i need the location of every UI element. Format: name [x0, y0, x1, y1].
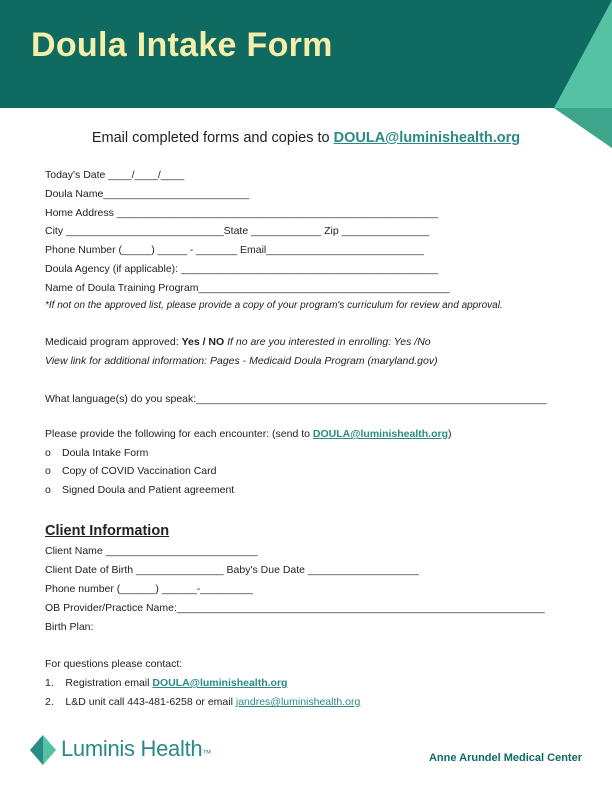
medicaid-label: Medicaid program approved:: [45, 336, 182, 348]
language-field[interactable]: What language(s) do you speak:____________________________________________________________: [45, 393, 547, 405]
phone-email-field[interactable]: Phone Number (_____) _____ - _______ Email___________________________: [45, 244, 424, 256]
list-item-label: Copy of COVID Vaccination Card: [62, 465, 217, 477]
medicaid-question: [45, 336, 431, 348]
medicaid-yes-no[interactable]: Yes / NO: [181, 336, 225, 348]
trademark-symbol: ™: [202, 748, 212, 758]
decorative-triangle: [542, 0, 612, 150]
client-name-field[interactable]: Client Name __________________________: [45, 545, 258, 557]
list-item: [45, 484, 234, 496]
training-program-field[interactable]: Name of Doula Training Program___________________________________________: [45, 282, 450, 294]
client-phone-field[interactable]: Phone number (______) ______-_________: [45, 583, 253, 595]
ob-provider-field[interactable]: OB Provider/Practice Name:_______________________________________________________________: [45, 602, 545, 614]
contact-item-label: 1. Registration email: [45, 677, 153, 689]
email-instructions-text: Email completed forms and copies to: [91, 130, 334, 146]
luminis-leaf-icon: [30, 735, 56, 765]
birth-plan-field[interactable]: Birth Plan:: [45, 621, 94, 633]
bullet-circle-icon: o: [45, 465, 51, 477]
contact-item-1: [45, 677, 287, 689]
list-item: [45, 465, 216, 477]
doula-agency-field[interactable]: Doula Agency (if applicable): ____________________________________________: [45, 263, 438, 275]
brand-name-text: Luminis Health: [61, 736, 203, 761]
doula-email-link[interactable]: DOULA@luminishealth.org: [333, 130, 521, 146]
medicaid-info-link[interactable]: View link for additional information: Pages - Medicaid Doula Program (maryland.gov): [45, 355, 438, 367]
page-title: Doula Intake Form: [31, 26, 333, 64]
training-note: *If not on the approved list, please provide a copy of your program's curriculum for review and approval.: [45, 300, 503, 311]
list-item-label: Signed Doula and Patient agreement: [62, 484, 235, 496]
encounter-instructions: [45, 428, 452, 440]
encounter-text: Please provide the following for each encounter: (send to: [45, 428, 313, 440]
medicaid-enroll-question: If no are you interested in enrolling: Yes /No: [227, 336, 431, 348]
client-dob-due-field[interactable]: Client Date of Birth _______________ Baby's Due Date ___________________: [45, 564, 419, 576]
email-instructions: [0, 130, 612, 146]
list-item-label: Doula Intake Form: [62, 447, 149, 459]
encounter-email-link[interactable]: DOULA@luminishealth.org: [312, 428, 448, 440]
brand-name: [61, 736, 211, 762]
todays-date-field[interactable]: Today's Date ____/____/____: [45, 169, 185, 181]
bullet-circle-icon: o: [45, 447, 51, 459]
medical-center-name: Anne Arundel Medical Center: [428, 752, 582, 764]
city-state-zip-field[interactable]: City ___________________________State ____________ Zip _______________: [45, 225, 430, 237]
home-address-field[interactable]: Home Address _______________________________________________________: [45, 207, 438, 219]
contact-item-label: 2. L&D unit call 443-481-6258 or email: [45, 696, 236, 708]
registration-email-link[interactable]: DOULA@luminishealth.org: [152, 677, 288, 689]
doula-name-field[interactable]: Doula Name_________________________: [45, 188, 250, 200]
bullet-circle-icon: o: [45, 484, 51, 496]
contact-heading: For questions please contact:: [45, 658, 183, 670]
client-info-heading: Client Information: [45, 523, 170, 539]
list-item: [45, 447, 148, 459]
contact-item-2: [45, 696, 360, 708]
header-banner: [0, 0, 612, 108]
encounter-suffix: ): [448, 428, 452, 440]
ld-email-link[interactable]: jandres@luminishealth.org: [235, 696, 361, 708]
